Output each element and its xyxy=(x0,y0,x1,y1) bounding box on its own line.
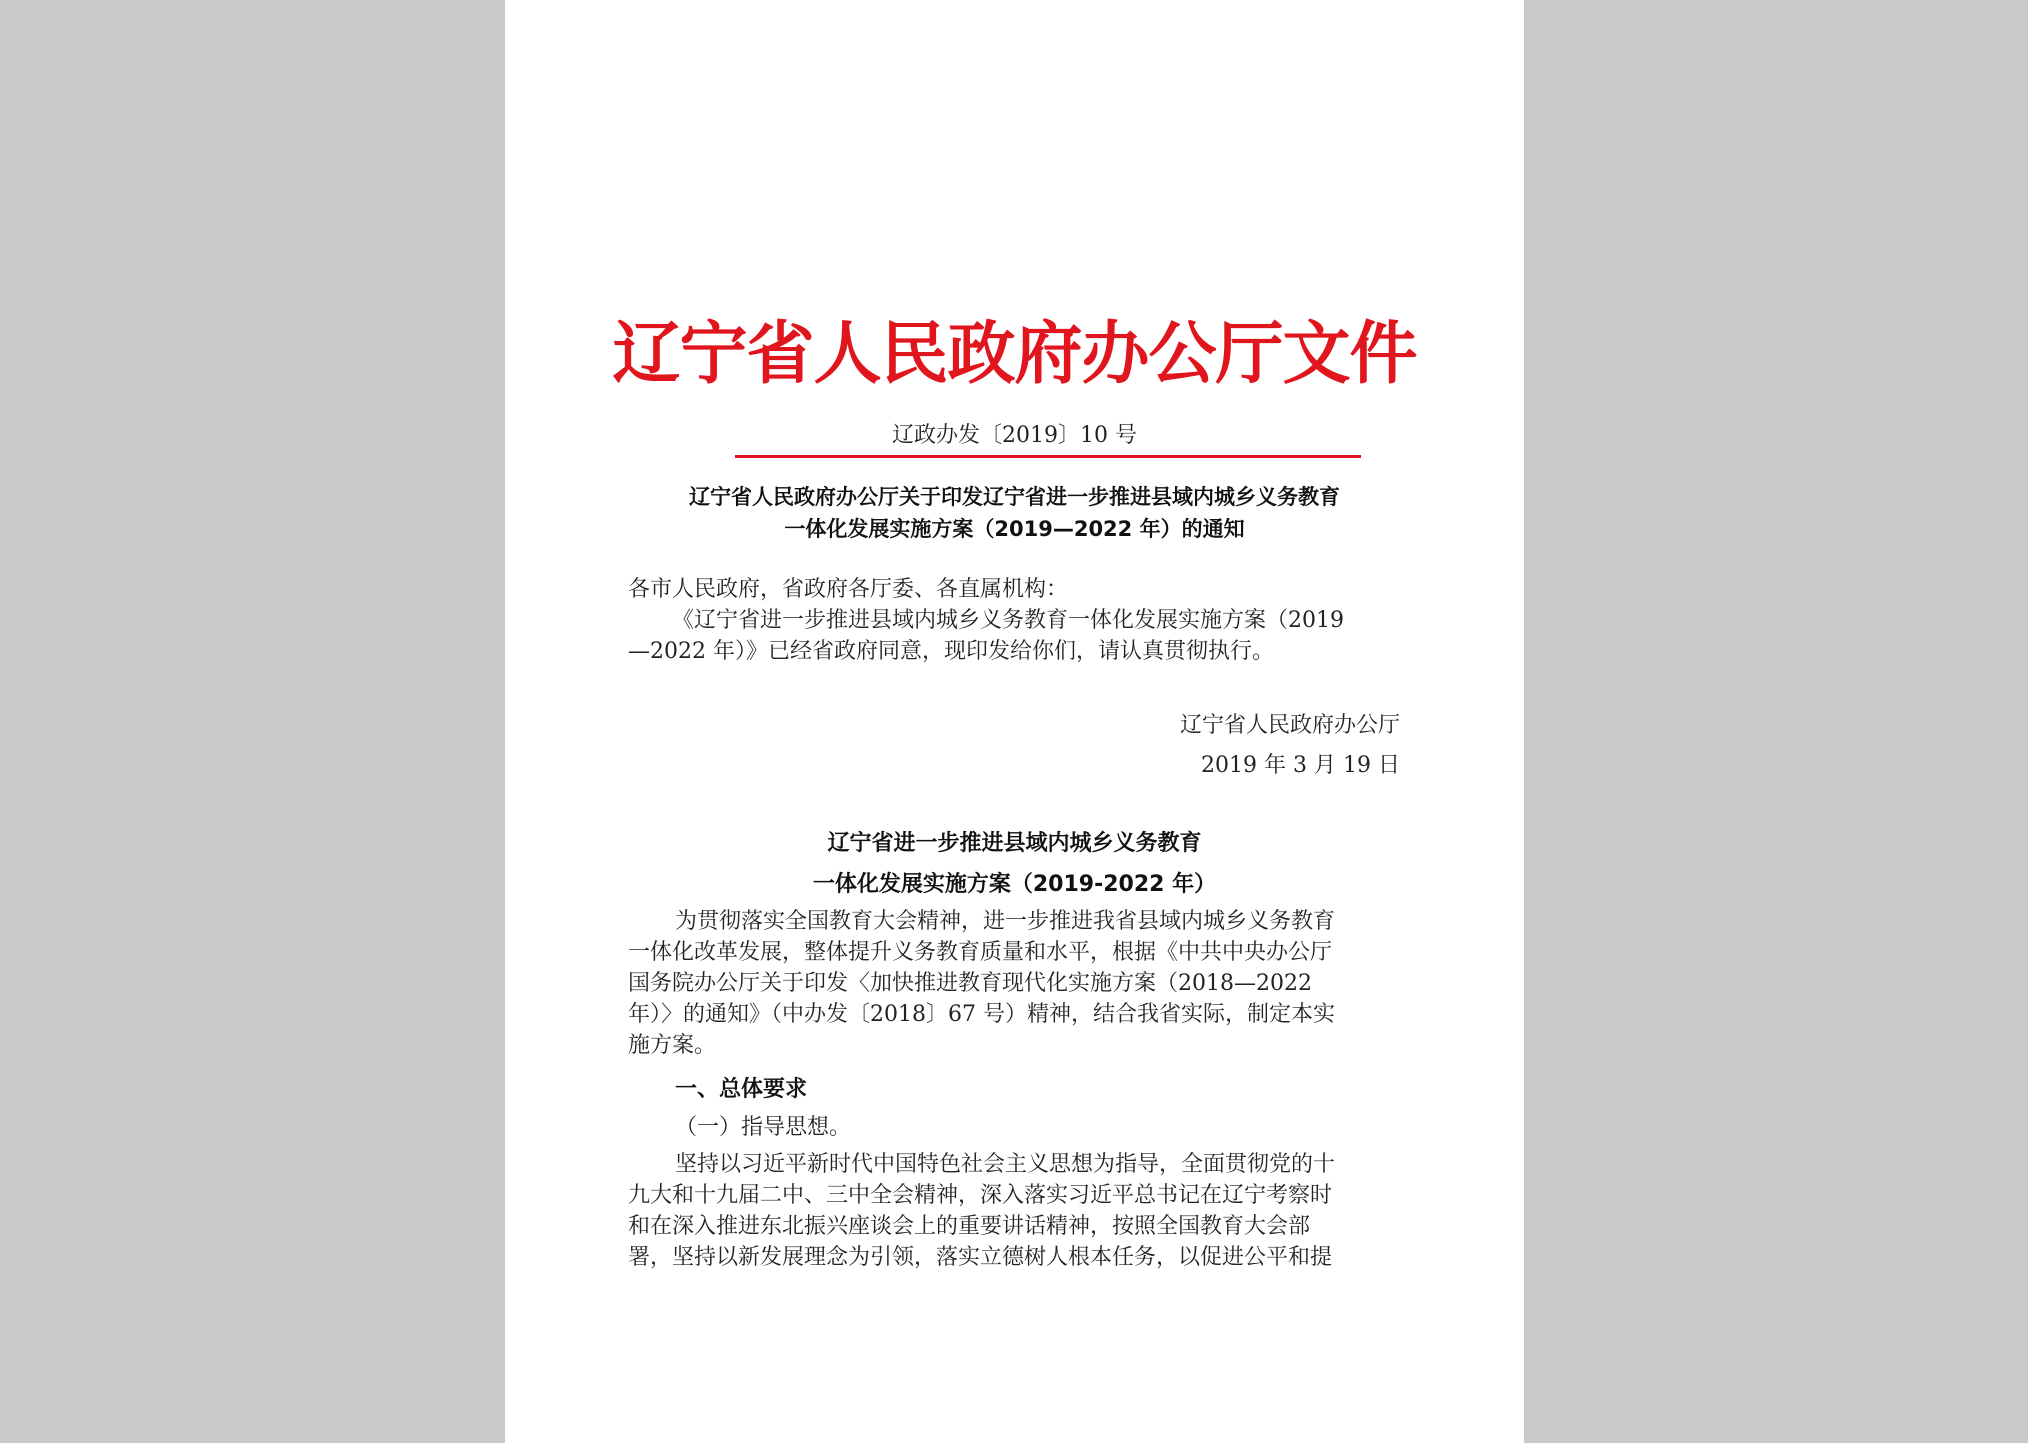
guiding-line-4: 署，坚持以新发展理念为引领，落实立德树人根本任务，以促进公平和提 xyxy=(628,1245,1333,1270)
notice-title-line-1: 辽宁省人民政府办公厅关于印发辽宁省进一步推进县域内城乡义务教育 xyxy=(689,485,1340,509)
notice-title xyxy=(505,481,1524,545)
document-number: 辽政办发〔2019〕10 号 xyxy=(892,423,1137,448)
intro-line-1: 为贯彻落实全国教育大会精神，进一步推进我省县域内城乡义务教育 xyxy=(675,909,1336,934)
notice-body-line-2: —2022 年）》已经省政府同意，现印发给你们，请认真贯彻执行。 xyxy=(628,639,1274,664)
salutation: 各市人民政府，省政府各厅委、各直属机构： xyxy=(628,577,1069,602)
document-page xyxy=(505,0,1524,1443)
intro-line-3: 国务院办公厅关于印发〈加快推进教育现代化实施方案（2018—2022 xyxy=(628,971,1312,996)
notice-title-line-2: 一体化发展实施方案（2019—2022 年）的通知 xyxy=(784,517,1245,541)
intro-line-5: 施方案。 xyxy=(628,1033,717,1058)
issuer-signature: 辽宁省人民政府办公厅 xyxy=(1179,713,1400,738)
intro-line-4: 年）〉的通知》（中办发〔2018〕67 号）精神，结合我省实际，制定本实 xyxy=(628,1002,1335,1027)
guiding-line-2: 九大和十九届二中、三中全会精神，深入落实习近平总书记在辽宁考察时 xyxy=(628,1183,1333,1208)
intro-line-2: 一体化改革发展，整体提升义务教育质量和水平，根据《中共中央办公厅 xyxy=(628,940,1333,965)
scheme-title-line-2: 一体化发展实施方案（2019-2022 年） xyxy=(812,872,1217,897)
section-heading: 一、总体要求 xyxy=(675,1077,808,1102)
notice-body-line-1: 《辽宁省进一步推进县域内城乡义务教育一体化发展实施方案（2019 xyxy=(672,608,1344,633)
masthead-title: 辽宁省人民政府办公厅文件 xyxy=(612,315,1417,394)
issue-date: 2019 年 3 月 19 日 xyxy=(1201,753,1400,778)
guiding-line-3: 和在深入推进东北振兴座谈会上的重要讲话精神，按照全国教育大会部 xyxy=(628,1214,1311,1239)
red-divider-line xyxy=(735,455,1361,458)
subsection-heading: （一）指导思想。 xyxy=(675,1115,852,1140)
scheme-title-line-1: 辽宁省进一步推进县域内城乡义务教育 xyxy=(827,831,1202,856)
guiding-line-1: 坚持以习近平新时代中国特色社会主义思想为指导，全面贯彻党的十 xyxy=(675,1152,1336,1177)
